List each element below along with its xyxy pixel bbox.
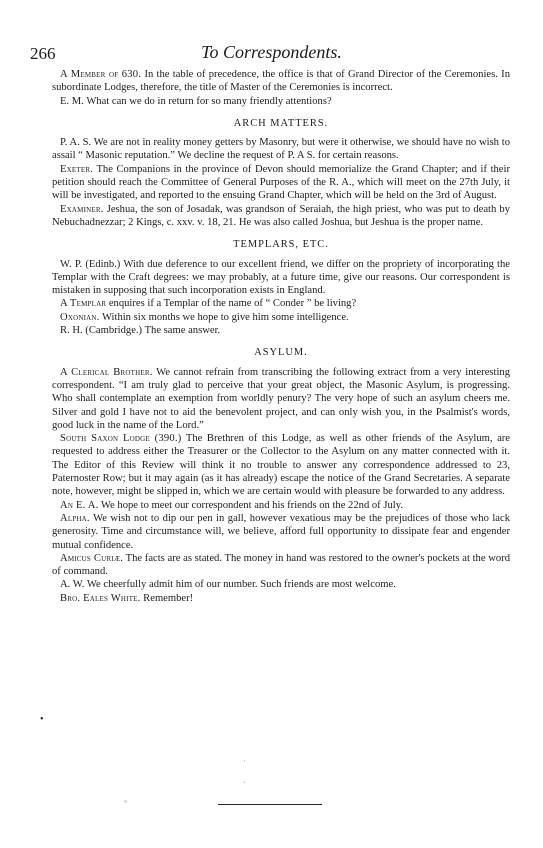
section-arch-matters <box>52 117 510 229</box>
reply-text: We wish not to dip our pen in gall, however vexatious may be the prejudices of those who lack generosity. Time and circumstance will, we believe, afford full opportunity to dissipate fear and engender mutual confidence. <box>52 512 510 551</box>
reply-text: The Brethren of this Lodge, as well as other friends of the Asylum, are requested to address either the Treasurer or the Collector to the Asylum on any matter connected with it. The Editor of this Review will think it no trouble to answer any correspondence addressed to 23, Paternoster Row; but it may again (as it has already) escape the notice of the Grand Secretaries. A separate note, however, might be slipped in, which we are certain would with pleasure be forwarded to any address. <box>52 433 510 498</box>
correspondent-name: W. P. (Edinb.) <box>60 258 121 270</box>
running-title: To Correspondents. <box>201 42 342 62</box>
section-asylum <box>52 346 510 605</box>
reply-paragraph <box>52 68 510 95</box>
correspondent-name: South Saxon Lodge (390.) <box>60 433 182 445</box>
margin-mark: • <box>40 714 44 725</box>
reply-paragraph <box>52 324 510 337</box>
reply-text: Jeshua, the son of Josadak, was grandson of Seraiah, the high priest, who was put to death by Nebuchadnezzar; 2 Kings, c. xxv. v. 18, 21. He was also called Joshua, but Jeshua is the proper name. <box>52 203 510 228</box>
reply-paragraph <box>52 499 510 512</box>
reply-text: We cheerfully admit him of our number. Such friends are most welcome. <box>86 579 396 591</box>
reply-paragraph <box>52 297 510 310</box>
section-heading: ASYLUM. <box>254 347 308 359</box>
reply-paragraph <box>52 432 510 498</box>
reply-paragraph <box>52 258 510 298</box>
ink-speck: ◦ <box>124 797 127 806</box>
reply-paragraph <box>52 203 510 230</box>
reply-text: enquires if a Templar of the name of “ Conder ” be living? <box>108 298 357 310</box>
footer-rule <box>218 804 322 805</box>
reply-text: The same answer. <box>144 325 221 337</box>
page-header <box>30 44 513 68</box>
correspondent-name: Bro. Eales White. <box>60 592 141 604</box>
correspondent-name: Alpha. <box>60 512 90 524</box>
correspondent-name: A. W. <box>60 579 85 591</box>
reply-text: In the table of precedence, the office is that of Grand Director of the Ceremonies. In subordinate Lodges, therefore, the title of Master of the Ceremonies is incorrect. <box>52 69 510 94</box>
correspondent-name: E. M. <box>60 95 84 107</box>
correspondent-name: Exeter. <box>60 163 94 175</box>
reply-paragraph <box>52 592 510 605</box>
reply-text: The Companions in the province of Devon should memorialize the Grand Chapter; and if their petition should reach the Committee of General Purposes of the R. A., which will meet on the 27th July, it will be investigated, and reported to the ensuing Grand Chapter, which will be held on the 3rd of August. <box>52 163 510 202</box>
correspondent-name: Oxonian. <box>60 311 100 323</box>
reply-text: The facts are as stated. The money in hand was restored to the owner's pockets at the word of command. <box>52 552 510 578</box>
section-heading: ARCH MATTERS. <box>233 117 329 129</box>
reply-paragraph <box>52 512 510 552</box>
correspondent-name: A Member of 630. <box>60 69 142 80</box>
page-number: 266 <box>30 44 56 63</box>
ink-speck: · <box>243 757 246 766</box>
ink-speck: · <box>243 778 246 787</box>
reply-paragraph <box>52 366 510 432</box>
reply-text: What can we do in return for so many friendly attentions? <box>86 95 332 107</box>
section-heading: TEMPLARS, ETC. <box>233 239 329 251</box>
reply-paragraph <box>52 311 510 324</box>
page-body <box>52 68 510 605</box>
reply-paragraph <box>52 136 510 163</box>
correspondent-name: A Clerical Brother. <box>60 366 153 378</box>
section-templars <box>52 238 510 337</box>
correspondent-name: Examiner. <box>60 203 104 215</box>
reply-paragraph <box>52 552 510 579</box>
reply-paragraph <box>52 163 510 203</box>
reply-text: We cannot refrain from transcribing the following extract from a very interesting correspondent. “I am truly glad to perceive that your great object, the Masonic Asylum, is progressing. Who shall contemplate an exemption from worldly penury? The very hope of such an asylum cheers me. Silver and gold I have not to aid the benevolent project, and can only wish you, in the Psalmist's words, good luck in the name of the Lord.” <box>52 366 510 431</box>
reply-text: We hope to meet our correspondent and his friends on the 22nd of July. <box>100 499 403 511</box>
reply-text: We are not in reality money getters by Masonry, but were it otherwise, we should have no wish to assail “ Masonic reputation.” We decline the request of P. A S. for certain reasons. <box>52 137 510 162</box>
reply-text: Remember! <box>143 592 194 604</box>
correspondent-name: R. H. (Cambridge.) <box>60 325 143 337</box>
section-general <box>52 68 510 108</box>
correspondent-name: An E. A. <box>60 499 99 511</box>
reply-text: Within six months we hope to give him some intelligence. <box>101 311 349 323</box>
reply-paragraph <box>52 578 510 591</box>
reply-paragraph <box>52 95 510 108</box>
reply-text: With due deference to our excellent friend, we differ on the propriety of incorporating the Templar with the Craft degrees: we may probably, at a future time, give our reasons. Our correspondent is mistaken in supposing that such incorporation exists in England. <box>52 258 510 297</box>
correspondent-name: A Templar <box>60 298 107 310</box>
correspondent-name: Amicus Curiæ. <box>60 552 124 564</box>
correspondent-name: P. A. S. <box>60 137 92 149</box>
